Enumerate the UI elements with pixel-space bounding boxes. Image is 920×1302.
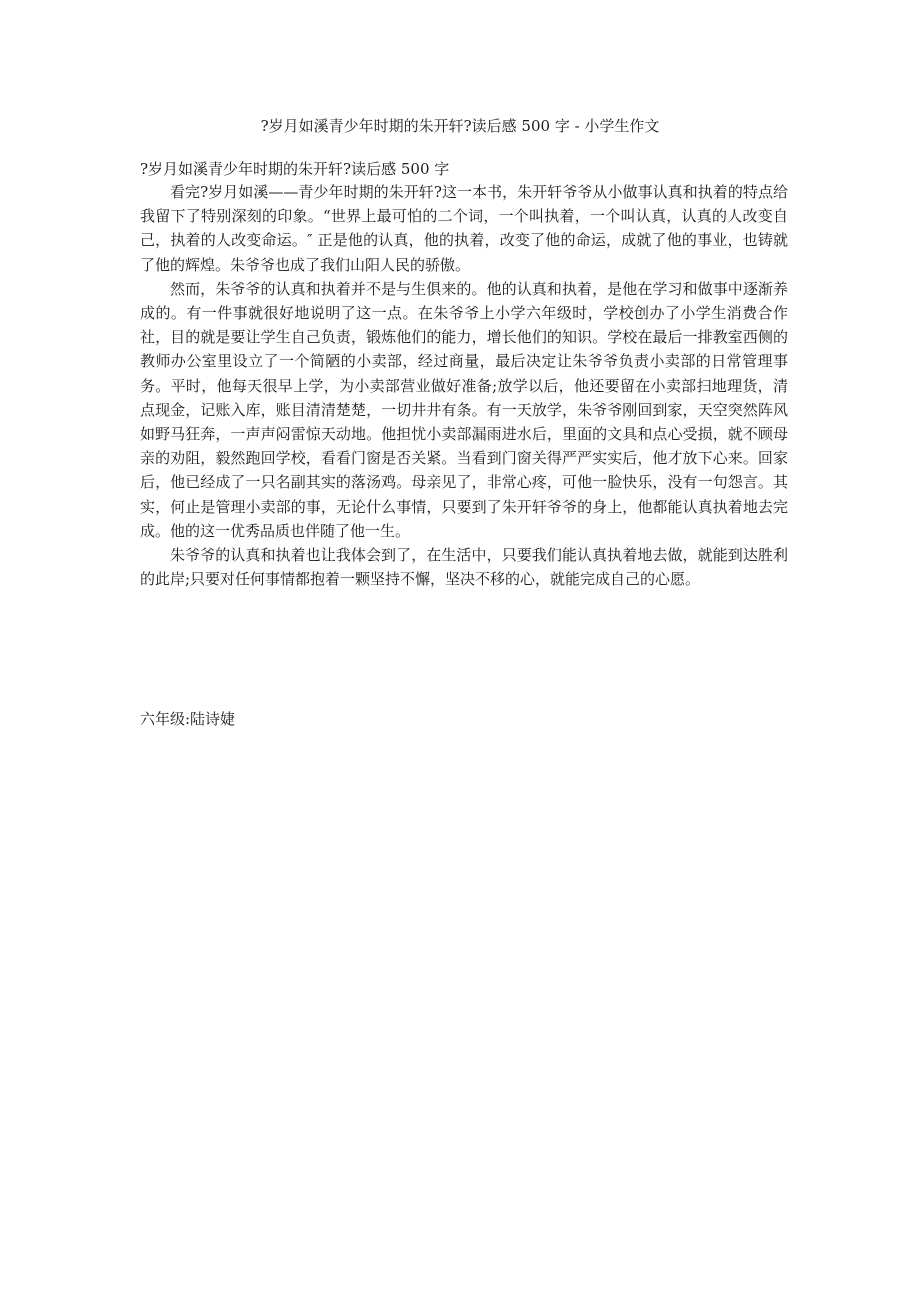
article-body xyxy=(140,158,788,591)
author-signature: 六年级:陆诗婕 xyxy=(140,710,236,728)
paragraph-3: 朱爷爷的认真和执着也让我体会到了，在生活中，只要我们能认真执着地去做，就能到达胜利的此岸;只要对任何事情都抱着一颗坚持不懈，坚决不移的心，就能完成自己的心愿。 xyxy=(140,546,788,589)
paragraph-2: 然而，朱爷爷的认真和执着并不是与生俱来的。他的认真和执着，是他在学习和做事中逐渐养成的。有一件事就很好地说明了这一点。在朱爷爷上小学六年级时，学校创办了小学生消费合作社，目的就是要让学生自己负责，锻炼他们的能力，增长他们的知识。学校在最后一排教室西侧的教师办公室里设立了一个简陋的小卖部，经过商量，最后决定让朱爷爷负责小卖部的日常管理事务。平时，他每天很早上学，为小卖部营业做好准备;放学以后，他还要留在小卖部扫地理货，清点现金，记账入库，账目清清楚楚，一切井井有条。有一天放学，朱爷爷刚回到家，天空突然阵风如野马狂奔，一声声闷雷惊天动地。他担忧小卖部漏雨进水后，里面的文具和点心受损，就不顾母亲的劝阻，毅然跑回学校，看看门窗是否关紧。当看到门窗关得严严实实后，他才放下心来。回家后，他已经成了一只名副其实的落汤鸡。母亲见了，非常心疼，可他一脸快乐，没有一句怨言。其实，何止是管理小卖部的事，无论什么事情，只要到了朱开轩爷爷的身上，他都能认真执着地去完成。他的这一优秀品质也伴随了他一生。 xyxy=(140,279,788,540)
document-title: ?岁月如溪青少年时期的朱开轩?读后感 500 字 - 小学生作文 xyxy=(260,117,660,135)
paragraph-1: 看完?岁月如溪——青少年时期的朱开轩?这一本书，朱开轩爷爷从小做事认真和执着的特点给我留下了特别深刻的印象。“世界上最可怕的二个词，一个叫执着，一个叫认真，认真的人改变自己，执着的人改变命运。″ 正是他的认真，他的执着，改变了他的命运，成就了他的事业，也铸就了他的辉煌。朱爷爷也成了我们山阳人民的骄傲。 xyxy=(140,183,788,274)
article-subtitle: ?岁月如溪青少年时期的朱开轩?读后感 500 字 xyxy=(140,160,450,178)
